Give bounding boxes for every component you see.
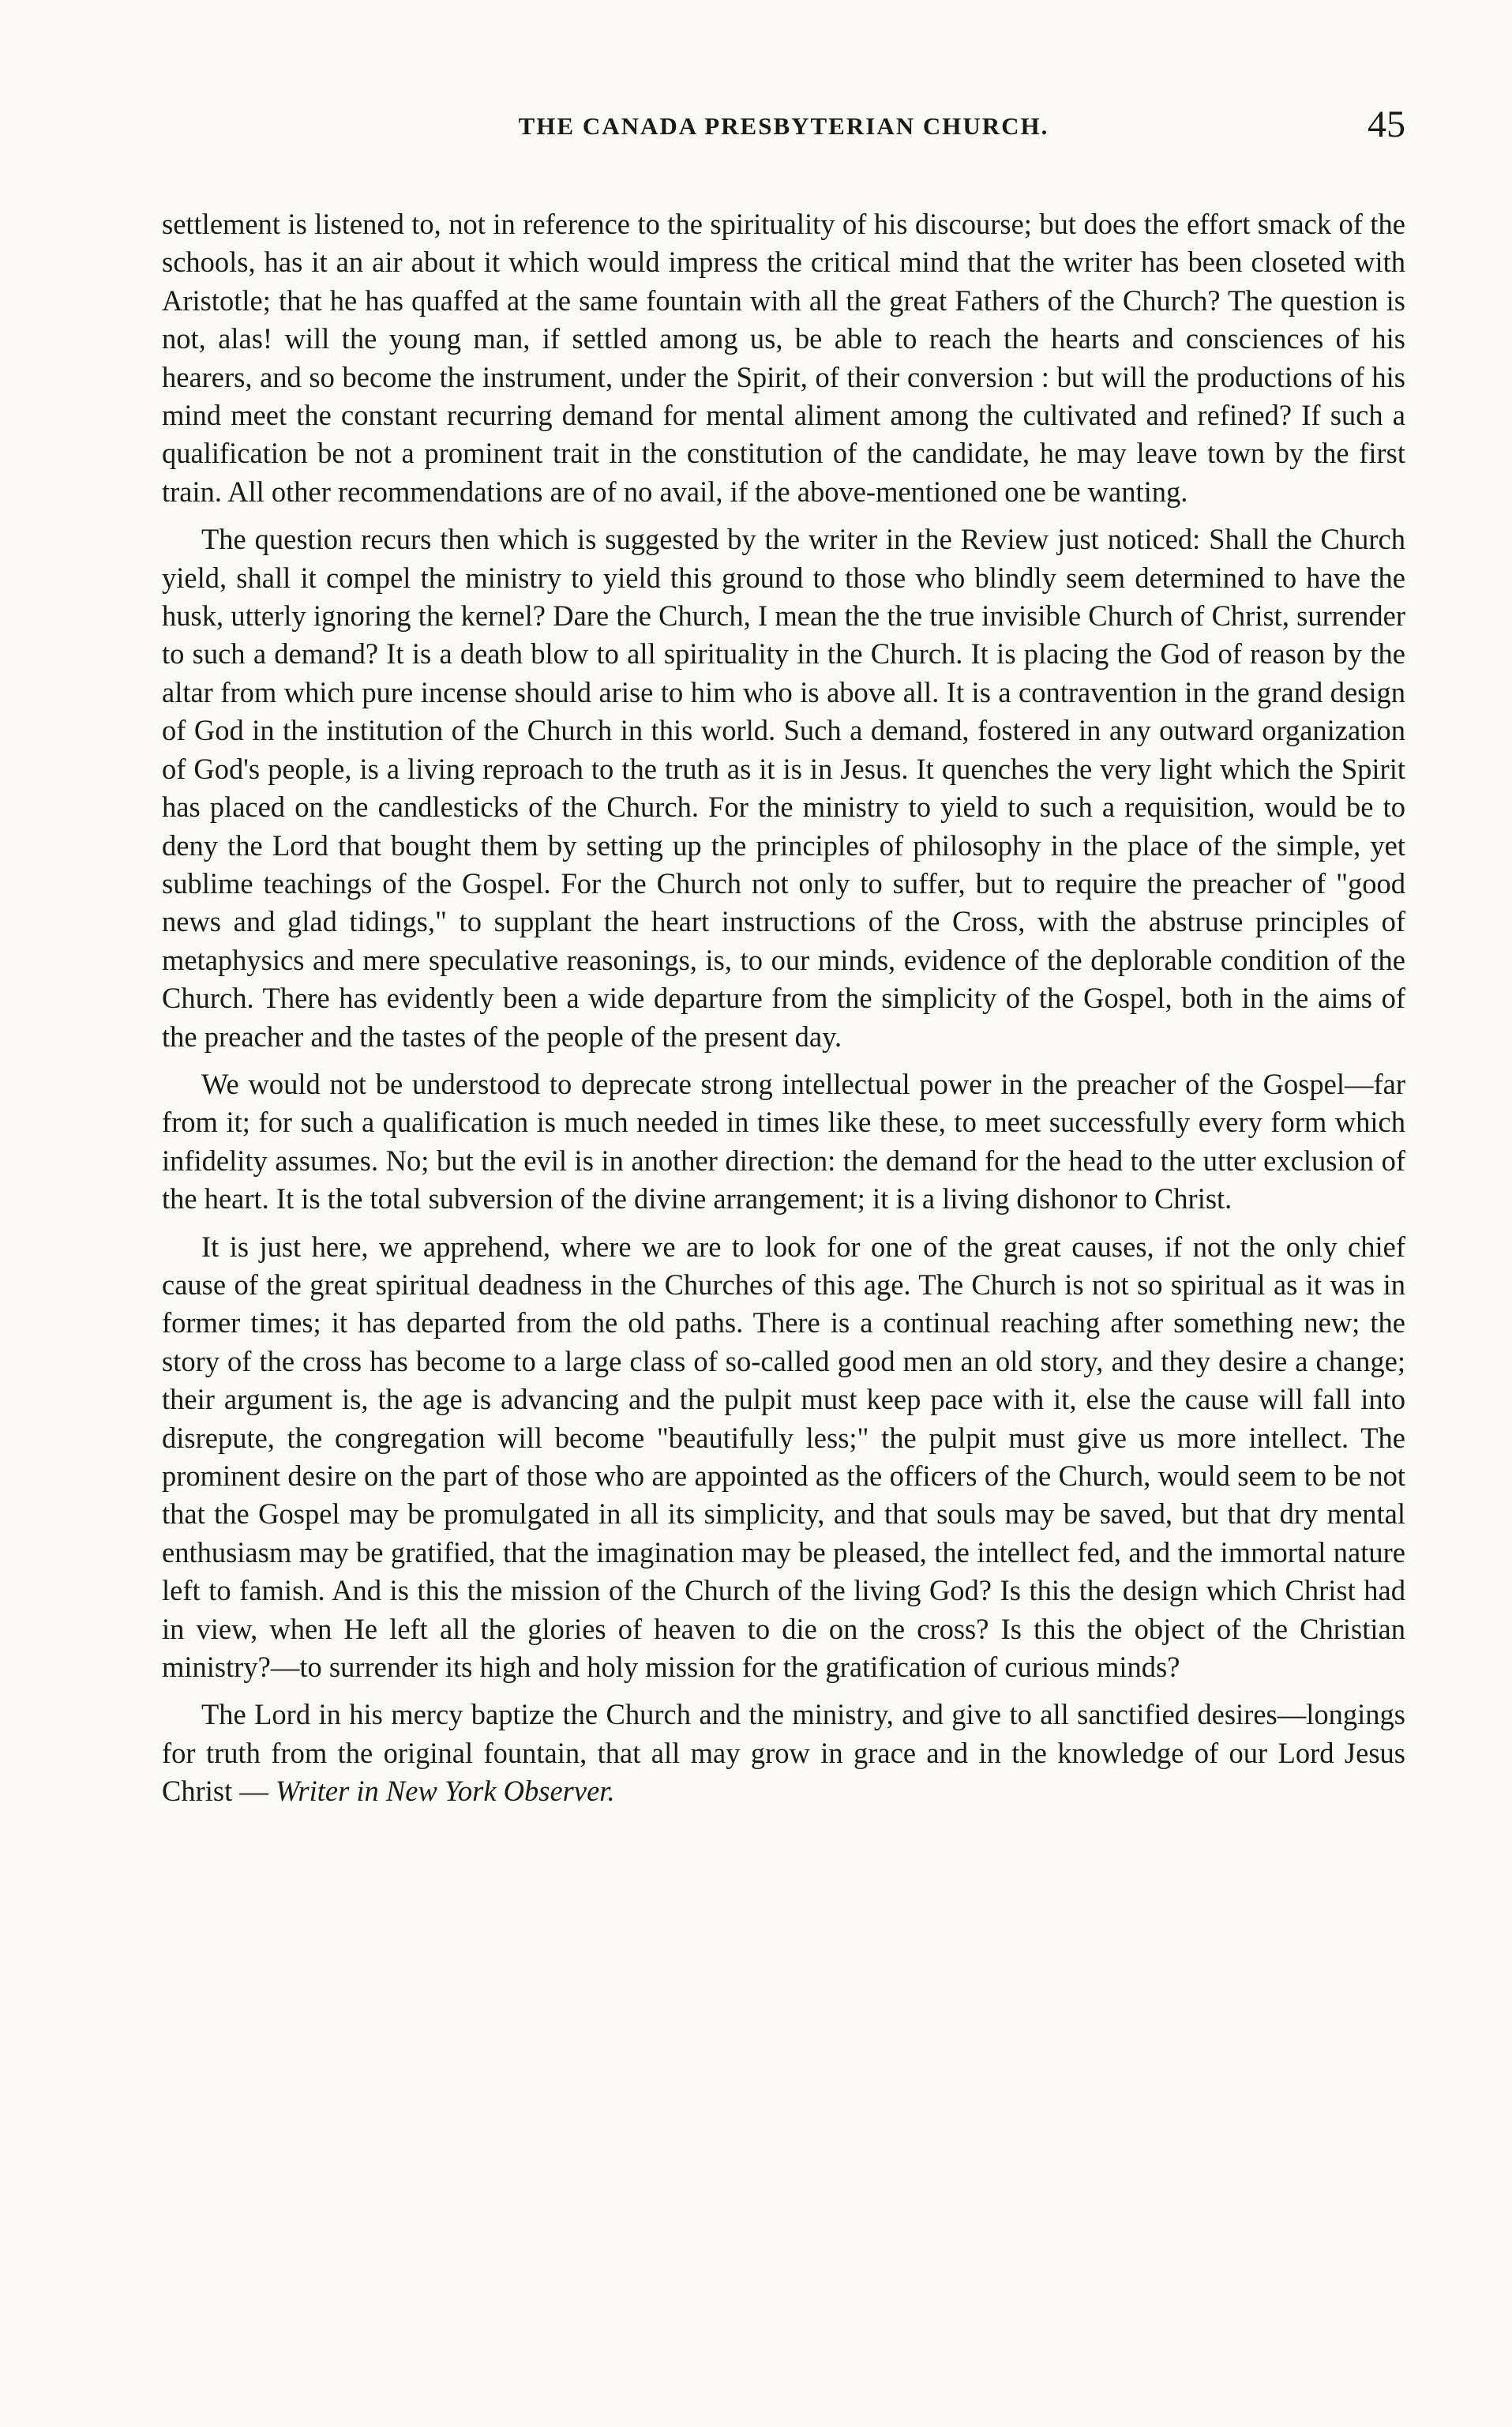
document-page: [162, 103, 1405, 1820]
closing-text: The Lord in his mercy baptize the Church and the ministry, and give to all sanctified desires—longings for truth from the original fountain, that all may grow in grace and in the knowledge of our Lord Jesus Christ —: [162, 1698, 1405, 1808]
paragraph-3: We would not be understood to deprecate strong intellectual power in the preacher of the Gospel—far from it; for such a qualification is much needed in times like these, to meet successfully every form which infidelity assumes. No; but the evil is in another direction: the demand for the head to the utter exclusion of the heart. It is the total subversion of the divine arrangement; it is a living dishonor to Christ.: [162, 1067, 1405, 1215]
body-text: [162, 205, 1405, 1811]
paragraph-4: It is just here, we apprehend, where we are to look for one of the great causes, if not the only chief cause of the great spiritual deadness in the Churches of this age. The Church is not so spiritual as it was in former times; it has departed from the old paths. There is a continual reaching after something new; the story of the cross has become to a large class of so-called good men an old story, and they desire a change; their argument is, the age is advancing and the pulpit must keep pace with it, else the cause will fall into disrepute, the congregation will become "beautifully less;" the pulpit must give us more intellect. The prominent desire on the part of those who are appointed as the officers of the Church, would seem to be not that the Gospel may be promulgated in all its simplicity, and that souls may be saved, but that dry mental enthusiasm may be gratified, that the imagination may be pleased, the intellect fed, and the immortal nature left to famish. And is this the mission of the Church of the living God? Is this the design which Christ had in view, when He left all the glories of heaven to die on the cross? Is this the object of the Christian ministry?—to surrender its high and holy mission for the gratification of curious minds?: [162, 1230, 1405, 1684]
running-head: [162, 103, 1405, 166]
paragraph-2: The question recurs then which is suggested by the writer in the Review just noticed: Shall the Church yield, shall it compel the ministry to yield this ground to those who blindly seem determined to have the husk, utterly ignoring the kernel? Dare the Church, I mean the the true invisible Church of Christ, surrender to such a demand? It is a death blow to all spirituality in the Church. It is placing the God of reason by the altar from which pure incense should arise to him who is above all. It is a contravention in the grand design of God in the institution of the Church in this world. Such a demand, fostered in any outward organization of God's people, is a living reproach to the truth as it is in Jesus. It quenches the very light which the Spirit has placed on the candlesticks of the Church. For the ministry to yield to such a requisition, would be to deny the Lord that bought them by setting up the principles of philosophy in the place of the simple, yet sublime teachings of the Gospel. For the Church not only to suffer, but to require the preacher of "good news and glad tidings," to supplant the heart instructions of the Cross, with the abstruse principles of metaphysics and mere speculative reasonings, is, to our minds, evidence of the deplorable condition of the Church. There has evidently been a wide departure from the simplicity of the Gospel, both in the aims of the preacher and the tastes of the people of the present day.: [162, 523, 1405, 1053]
page-header-title: THE CANADA PRESBYTERIAN CHURCH.: [518, 112, 1049, 140]
paragraph-1: settlement is listened to, not in reference to the spirituality of his discourse; but does the effort smack of the schools, has it an air about it which would impress the critical mind that the writer has been closeted with Aristotle; that he has quaffed at the same fountain with all the great Fathers of the Church? The question is not, alas! will the young man, if settled among us, be able to reach the hearts and consciences of his hearers, and so become the instrument, under the Spirit, of their conversion : but will the productions of his mind meet the constant recurring demand for mental aliment among the cultivated and refined? If such a qualification be not a prominent trait in the constitution of the candidate, he may leave town by the first train. All other recommendations are of no avail, if the above-mentioned one be wanting.: [162, 208, 1405, 508]
source-attribution: Writer in New York Observer.: [276, 1775, 615, 1808]
paragraph-5: [162, 1696, 1405, 1810]
page-number: 45: [1368, 103, 1405, 145]
